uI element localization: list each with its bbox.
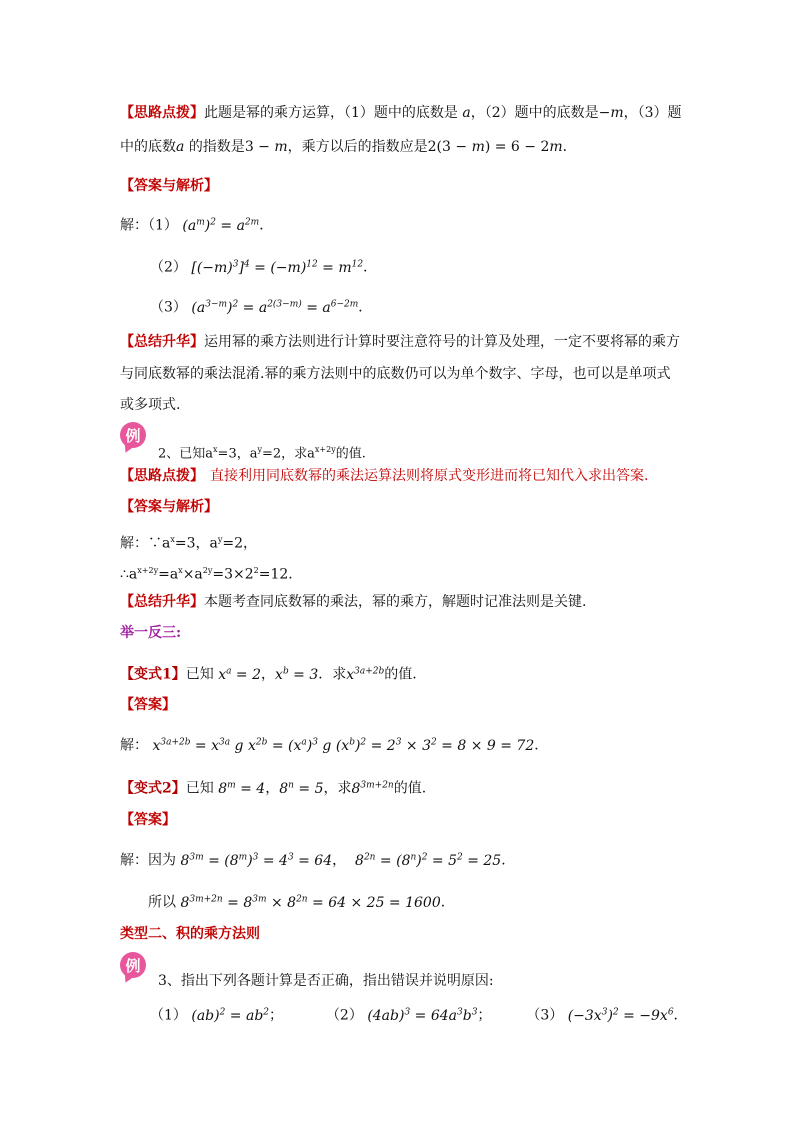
answer-heading-2: 【答案与解析】 xyxy=(120,499,218,515)
hint-tag: 【思路点拨】 xyxy=(120,105,204,121)
answer-1-line2: （2） $[(-m)^3]^4 = (-m)^{12} = m^{12}$． xyxy=(150,259,378,276)
variant-2-solution-line2: 所以 $8^{3m+2n} = 8^{3m} \times 8^{2n} = 64 \times 25 = 1600$． xyxy=(148,894,455,911)
variant-2-answer-tag: 【答案】 xyxy=(120,812,176,828)
example-badge-icon: 例 xyxy=(120,952,146,978)
example-badge-icon: 例 xyxy=(120,422,146,448)
example-2-hint: 【思路点拨】 直接利用同底数幂的乘法运算法则将原式变形进而将已知代入求出答案. xyxy=(120,468,649,484)
answer-2-line1: 解：$\because a^x=3$，$a^y=2$， xyxy=(120,535,258,552)
summary-1-line3: 或多项式. xyxy=(120,397,181,413)
answer-1-line3: （3） $(a^{3-m})^2 = a^{2(3-m)} = a^{6-2m}$． xyxy=(150,299,373,316)
answer-2-line2: $\therefore a^{x+2y}=a^x\times a^{2y}=3\times 2^2=12$. xyxy=(120,566,293,583)
example-2-question: 2、已知$a^x=3$，$a^y=2$，求$a^{x+2y}$的值. xyxy=(158,445,366,462)
summary-2: 【总结升华】本题考查同底数幂的乘法，幂的乘方，解题时记准法则是关键. xyxy=(120,594,587,610)
variant-2-question: 【变式2】已知 $8^m = 4$，$8^n = 5$，求$8^{3m+2n}$的值. xyxy=(120,780,427,797)
hint-paragraph-1-line2: 中的底数a 的指数是3 − m，乘方以后的指数应是2(3 − m) = 6 − 2m． xyxy=(120,139,577,155)
example-3-question: 3、指出下列各题计算是否正确，指出错误并说明原因: xyxy=(158,973,494,989)
type-2-heading: 类型二、积的乘方法则 xyxy=(120,926,260,942)
summary-1-line1: 【总结升华】运用幂的乘方法则进行计算时要注意符号的计算及处理，一定不要将幂的乘方 xyxy=(120,334,680,350)
example-3-items: （1） $(ab)^2 = ab^2$； （2） $(4ab)^3 = 64a^3b^3$； （3） $(-3x^3)^2 = -9x^6$． xyxy=(150,1007,688,1024)
hint-paragraph-1: 【思路点拨】此题是幂的乘方运算，（1）题中的底数是 a，（2）题中的底数是−m，（3）题 xyxy=(120,105,682,121)
answer-heading-1: 【答案与解析】 xyxy=(120,178,218,194)
variant-1-answer-tag: 【答案】 xyxy=(120,697,176,713)
variant-1-solution: 解： $x^{3a+2b} = x^{3a}$ g $x^{2b} = (x^a)^3$ g $(x^b)^2 = 2^3 \times 3^2 = 8 \times 9 = 72$． xyxy=(120,737,549,754)
answer-1-line1: 解：（1） $(a^m)^2 = a^{2m}$． xyxy=(120,217,274,234)
juyi-heading: 举一反三: xyxy=(120,625,182,641)
variant-2-solution-line1: 解：因为 $8^{3m} = (8^m)^3 = 4^3 = 64$， $8^{2n} = (8^n)^2 = 5^2 = 25$． xyxy=(120,852,516,869)
summary-1-line2: 与同底数幂的乘法混淆.幂的乘方法则中的底数仍可以为单个数字、字母，也可以是单项式 xyxy=(120,366,671,382)
variant-1-question: 【变式1】已知 $x^a = 2$，$x^b = 3$．求$x^{3a+2b}$的值. xyxy=(120,666,417,683)
